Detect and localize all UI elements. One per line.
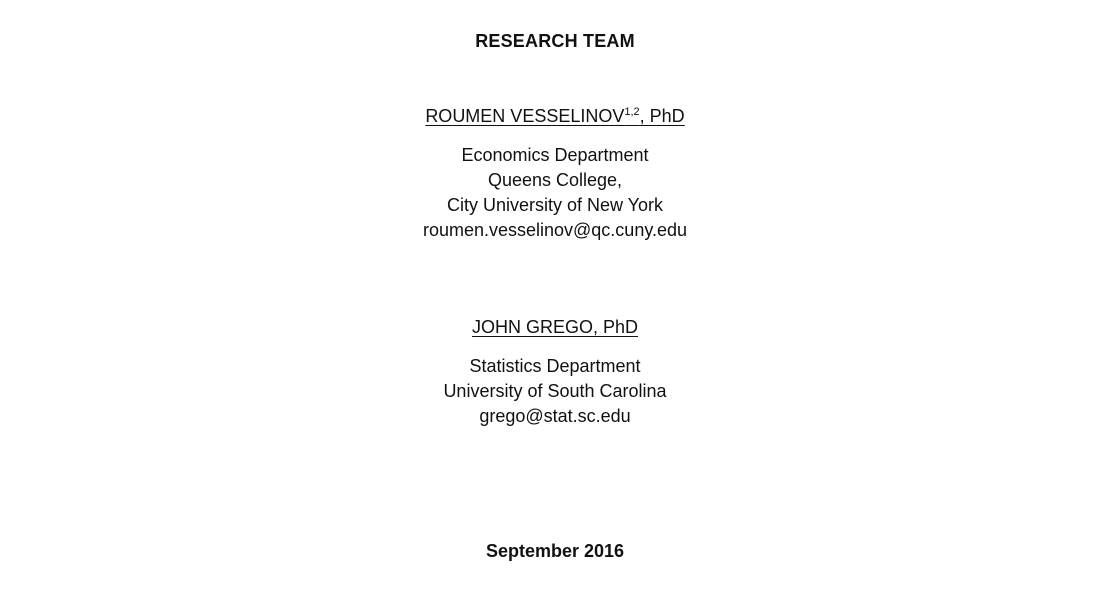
member-degree: , PhD [592, 317, 639, 337]
email-line: roumen.vesselinov@qc.cuny.edu [422, 220, 688, 240]
member-name-vesselinov [0, 106, 1110, 127]
department-line: Statistics Department [469, 356, 641, 376]
member-name-text: JOHN GREGO [471, 317, 593, 337]
member-name-text: ROUMEN VESSELINOV [425, 106, 625, 126]
affiliation-superscript: 1,2 [624, 106, 640, 118]
member-degree: , PhD [639, 106, 685, 126]
email-line: grego@stat.sc.edu [479, 406, 631, 426]
university-line: City University of New York [446, 195, 664, 215]
member-affiliation-grego [0, 354, 1110, 429]
member-name-grego [0, 317, 1110, 338]
university-line: University of South Carolina [443, 381, 667, 401]
member-affiliation-vesselinov [0, 143, 1110, 243]
document-date: September 2016 [485, 541, 625, 561]
institution-line: Queens College, [487, 170, 623, 190]
section-heading: RESEARCH TEAM [475, 31, 635, 51]
department-line: Economics Department [461, 145, 649, 165]
